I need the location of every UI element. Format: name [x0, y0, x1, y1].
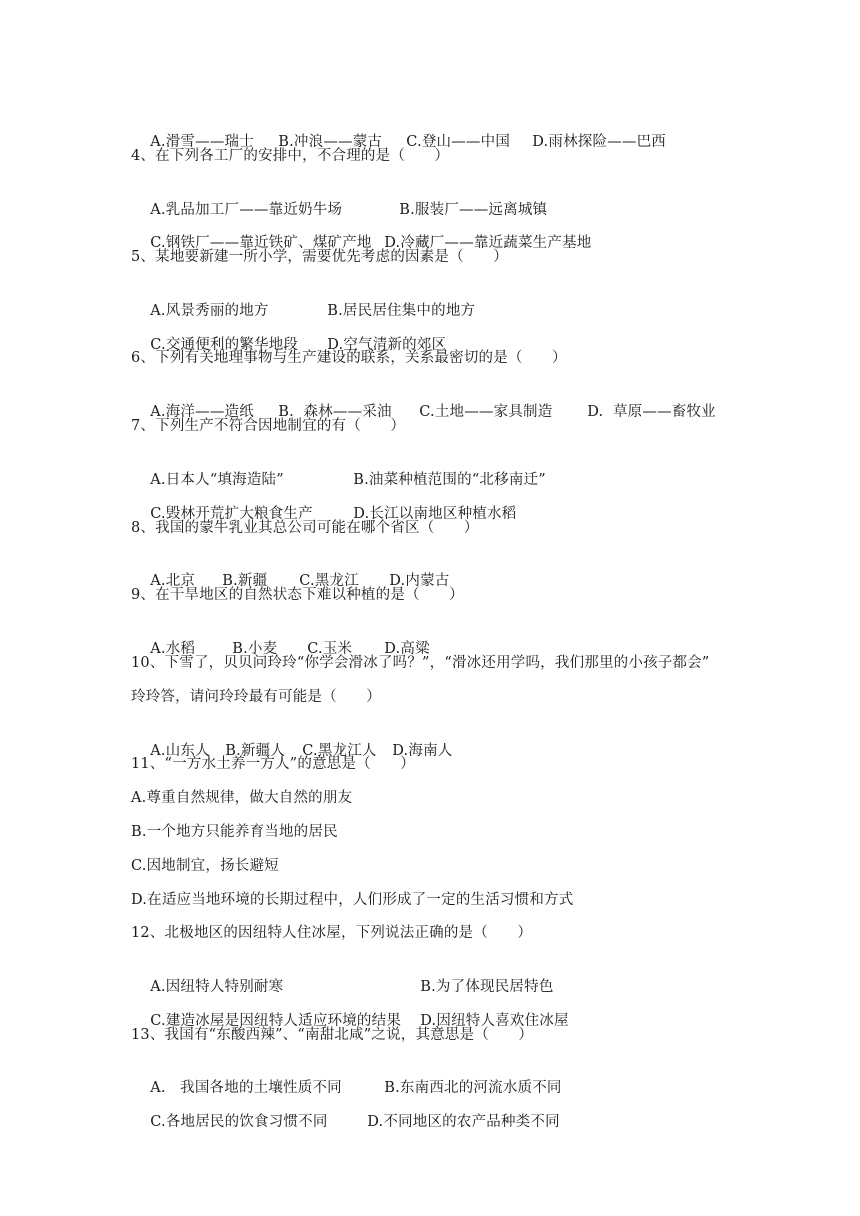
q4-option-d: D.冷藏厂——靠近蔬菜生产基地 — [384, 235, 592, 251]
q10-option-b: B.新疆人 — [225, 743, 286, 759]
q9-option-d: D.高粱 — [384, 641, 430, 657]
q5-option-d: D.空气清新的郊区 — [327, 337, 447, 353]
q12-option-c: C.建造冰屋是因纽特人适应环境的结果 — [150, 1013, 402, 1029]
q8-option-d: D.内蒙古 — [389, 573, 450, 589]
q12-option-b: B.为了体现民居特色 — [420, 979, 554, 995]
q7-stem: 7、下列生产不符合因地制宜的有（ ） — [131, 418, 406, 434]
q7-option-a: A.日本人“填海造陆” — [150, 472, 284, 488]
q7-option-c: C.毁林开荒扩大粮食生产 — [150, 506, 313, 522]
q13-option-a: A. 我国各地的土壤性质不同 — [150, 1080, 342, 1096]
q13-option-c: C.各地居民的饮食习惯不同 — [150, 1114, 328, 1130]
q13-options-row2 — [131, 1092, 560, 1152]
q13-option-b: B.东南西北的河流水质不同 — [384, 1080, 562, 1096]
q4-stem: 4、在下列各工厂的安排中，不合理的是（ ） — [131, 148, 450, 164]
q6-stem: 6、下列有关地理事物与生产建设的联系，关系最密切的是（ ） — [131, 350, 567, 366]
q5-stem: 5、某地要新建一所小学，需要优先考虑的因素是（ ） — [131, 249, 508, 265]
q11-option-b: B.一个地方只能养育当地的居民 — [131, 824, 338, 840]
q6-option-b: B. 森林——采油 — [278, 404, 392, 420]
q5-option-c: C.交通便利的繁华地段 — [150, 337, 299, 353]
q11-option-a: A.尊重自然规律，做大自然的朋友 — [131, 790, 353, 806]
q8-option-b: B.新疆 — [222, 573, 268, 589]
q10-option-c: C.黑龙江人 — [302, 743, 377, 759]
q4-option-c: C.钢铁厂——靠近铁矿、煤矿产地 — [150, 235, 372, 251]
q11-option-d: D.在适应当地环境的长期过程中，人们形成了一定的生活习惯和方式 — [131, 892, 574, 908]
q12-stem: 12、北极地区的因纽特人住冰屋，下列说法正确的是（ ） — [131, 925, 533, 941]
q3-option-a: A.滑雪——瑞士 — [150, 134, 254, 150]
q13-stem: 13、我国有“东酸西辣”、“南甜北咸”之说，其意思是（ ） — [131, 1027, 534, 1043]
q9-option-b: B.小麦 — [232, 641, 278, 657]
q7-option-b: B.油菜种植范围的“北移南迁” — [353, 472, 546, 488]
q10-option-d: D.海南人 — [392, 743, 453, 759]
q9-option-c: C.玉米 — [307, 641, 353, 657]
q4-option-a: A.乳品加工厂——靠近奶牛场 — [150, 202, 343, 218]
q3-option-d: D.雨林探险——巴西 — [532, 134, 666, 150]
q4-option-b: B.服装厂——远离城镇 — [399, 202, 548, 218]
q10-stem-line1: 10、下雪了，贝贝问玲玲“你学会滑冰了吗？”，“滑冰还用学吗，我们那里的小孩子都会” — [131, 655, 710, 671]
q8-option-a: A.北京 — [150, 573, 196, 589]
q11-stem: 11、“一方水土养一方人”的意思是（ ） — [131, 756, 415, 772]
q5-option-a: A.风景秀丽的地方 — [150, 303, 269, 319]
q9-stem: 9、在干旱地区的自然状态下难以种植的是（ ） — [131, 587, 464, 603]
q6-option-c: C.土地——家具制造 — [419, 404, 553, 420]
q5-option-b: B.居民居住集中的地方 — [327, 303, 476, 319]
q12-option-d: D.因纽特人喜欢住冰屋 — [420, 1013, 569, 1029]
q8-stem: 8、我国的蒙牛乳业其总公司可能在哪个省区（ ） — [131, 520, 479, 536]
q10-option-a: A.山东人 — [150, 743, 210, 759]
q11-option-c: C.因地制宜，扬长避短 — [131, 858, 279, 874]
q13-option-d: D.不同地区的农产品种类不同 — [367, 1114, 560, 1130]
q3-option-b: B.冲浪——蒙古 — [278, 134, 383, 150]
q9-option-a: A.水稻 — [150, 641, 196, 657]
q7-option-d: D.长江以南地区种植水稻 — [353, 506, 517, 522]
q6-option-a: A.海洋——造纸 — [150, 404, 254, 420]
q8-option-c: C.黑龙江 — [299, 573, 359, 589]
q12-option-a: A.因纽特人特别耐寒 — [150, 979, 284, 995]
q10-stem-line2: 玲玲答，请问玲玲最有可能是（ ） — [131, 689, 381, 705]
q3-option-c: C.登山——中国 — [406, 134, 511, 150]
q6-option-d: D. 草原——畜牧业 — [587, 404, 716, 420]
